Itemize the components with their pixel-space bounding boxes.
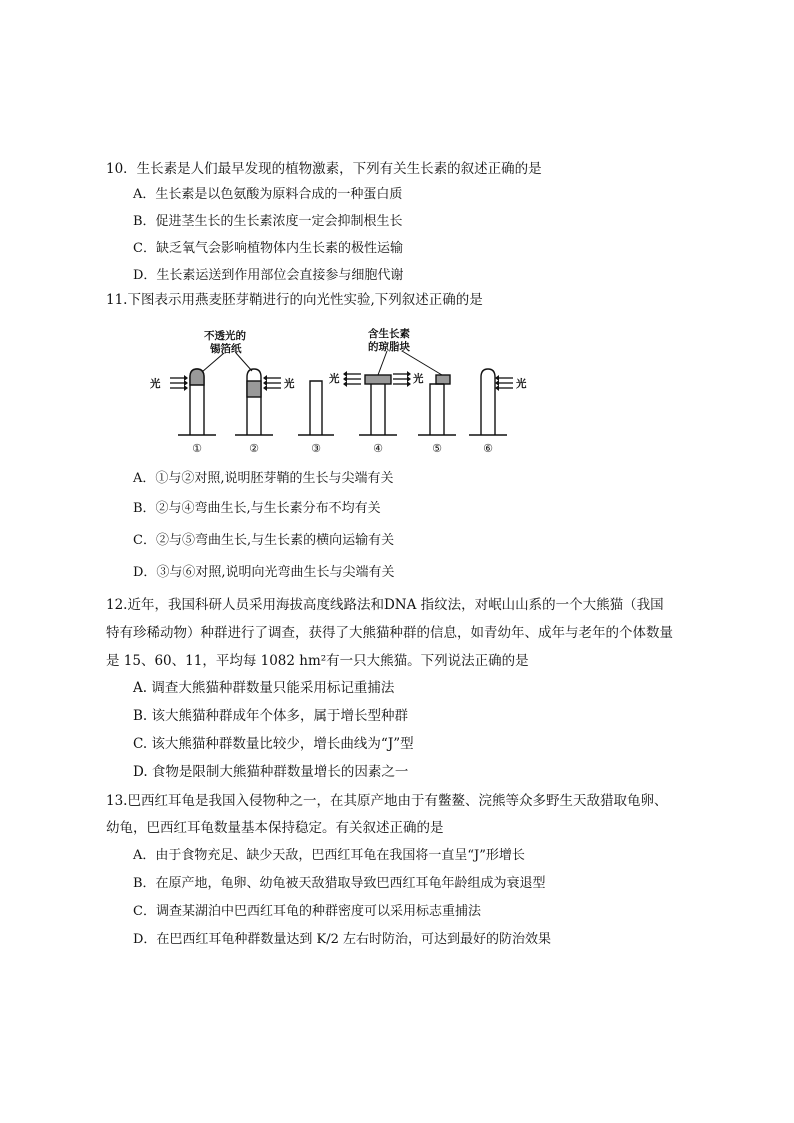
figure-number-6: ⑥ [483, 442, 493, 455]
q10-option-b: B．促进茎生长的生长素浓度一定会抑制根生长 [133, 214, 403, 229]
coleoptile-2 [235, 369, 273, 435]
q11-option-a: A．①与②对照,说明胚芽鞘的生长与尖端有关 [133, 471, 394, 486]
agar-label-1: 含生长素 [368, 328, 410, 340]
q12-option-d: D. 食物是限制大熊猫种群数量增长的因素之一 [133, 764, 409, 780]
q12-stem-line-2: 特有珍稀动物）种群进行了调查，获得了大熊猫种群的信息，如青幼年、成年与老年的个体数量 [106, 625, 673, 641]
light-label-3: 光 [329, 373, 340, 385]
light-label-4: 光 [413, 373, 424, 385]
foil-label-1: 不透光的 [204, 330, 246, 342]
q13-option-c: C．调查某湖泊中巴西红耳龟的种群密度可以采用标志重捕法 [133, 904, 481, 919]
arrow-icon [263, 375, 281, 391]
figure-number-1: ① [192, 442, 202, 455]
light-label-2: 光 [284, 378, 295, 390]
q13-option-b: B．在原产地，龟卵、幼龟被天敌猎取导致巴西红耳龟年龄组成为衰退型 [133, 876, 546, 891]
arrow-icon [170, 375, 188, 391]
q10-option-a: A．生长素是以色氨酸为原料合成的一种蛋白质 [133, 187, 403, 202]
foil-label-2: 锡箔纸 [210, 343, 242, 355]
q13-option-a: A．由于食物充足、缺少天敌，巴西红耳龟在我国将一直呈“J”形增长 [133, 848, 525, 863]
figure-number-3: ③ [311, 442, 321, 455]
figure-number-2: ② [249, 442, 259, 455]
coleoptile-4 [359, 375, 397, 435]
q12-option-b: B. 该大熊猫种群成年个体多，属于增长型种群 [133, 708, 409, 724]
light-label-1: 光 [150, 378, 161, 390]
figure-number-5: ⑤ [432, 442, 442, 455]
q13-stem-line-2: 幼龟，巴西红耳龟数量基本保持稳定。有关叙述正确的是 [106, 820, 444, 836]
coleoptile-5 [418, 375, 456, 435]
arrow-icon [495, 375, 513, 391]
coleoptile-1 [178, 369, 216, 435]
q10-option-c: C．缺乏氧气会影响植物体内生长素的极性运输 [133, 241, 403, 256]
q11-option-b: B．②与④弯曲生长,与生长素分布不均有关 [133, 501, 381, 516]
q12-stem-line-1: 12.近年，我国科研人员采用海拔高度线路法和DNA 指纹法，对岷山山系的一个大熊猫（我国 [106, 597, 664, 613]
q11-stem: 11.下图表示用燕麦胚芽鞘进行的向光性实验,下列叙述正确的是 [106, 292, 483, 308]
light-arrows [170, 371, 513, 391]
light-label-5: 光 [516, 378, 527, 390]
coleoptile-figure [140, 325, 540, 460]
coleoptile-6 [469, 369, 507, 435]
arrow-icon [343, 371, 361, 387]
q11-option-d: D．③与⑥对照,说明向光弯曲生长与尖端有关 [133, 565, 395, 580]
q10-stem: 10．生长素是人们最早发现的植物激素，下列有关生长素的叙述正确的是 [106, 161, 542, 177]
q13-stem-line-1: 13.巴西红耳龟是我国入侵物种之一，在其原产地由于有鳖鳌、浣熊等众多野生天敌猎取龟卵、 [106, 793, 668, 809]
q13-option-d: D．在巴西红耳龟种群数量达到 K/2 左右时防治，可达到最好的防治效果 [133, 932, 552, 947]
arrow-icon [393, 371, 411, 387]
q12-option-a: A. 调查大熊猫种群数量只能采用标记重捕法 [133, 680, 395, 696]
q12-option-c: C. 该大熊猫种群数量比较少，增长曲线为“J”型 [133, 736, 414, 752]
q10-option-d: D．生长素运送到作用部位会直接参与细胞代谢 [133, 268, 404, 283]
agar-label-2: 的琼脂块 [368, 341, 410, 353]
figure-number-4: ④ [373, 442, 383, 455]
q11-option-c: C．②与⑤弯曲生长,与生长素的横向运输有关 [133, 533, 395, 548]
coleoptile-3 [298, 381, 334, 435]
q12-stem-line-3: 是 15、60、11，平均每 1082 hm²有一只大熊猫。下列说法正确的是 [106, 653, 529, 669]
